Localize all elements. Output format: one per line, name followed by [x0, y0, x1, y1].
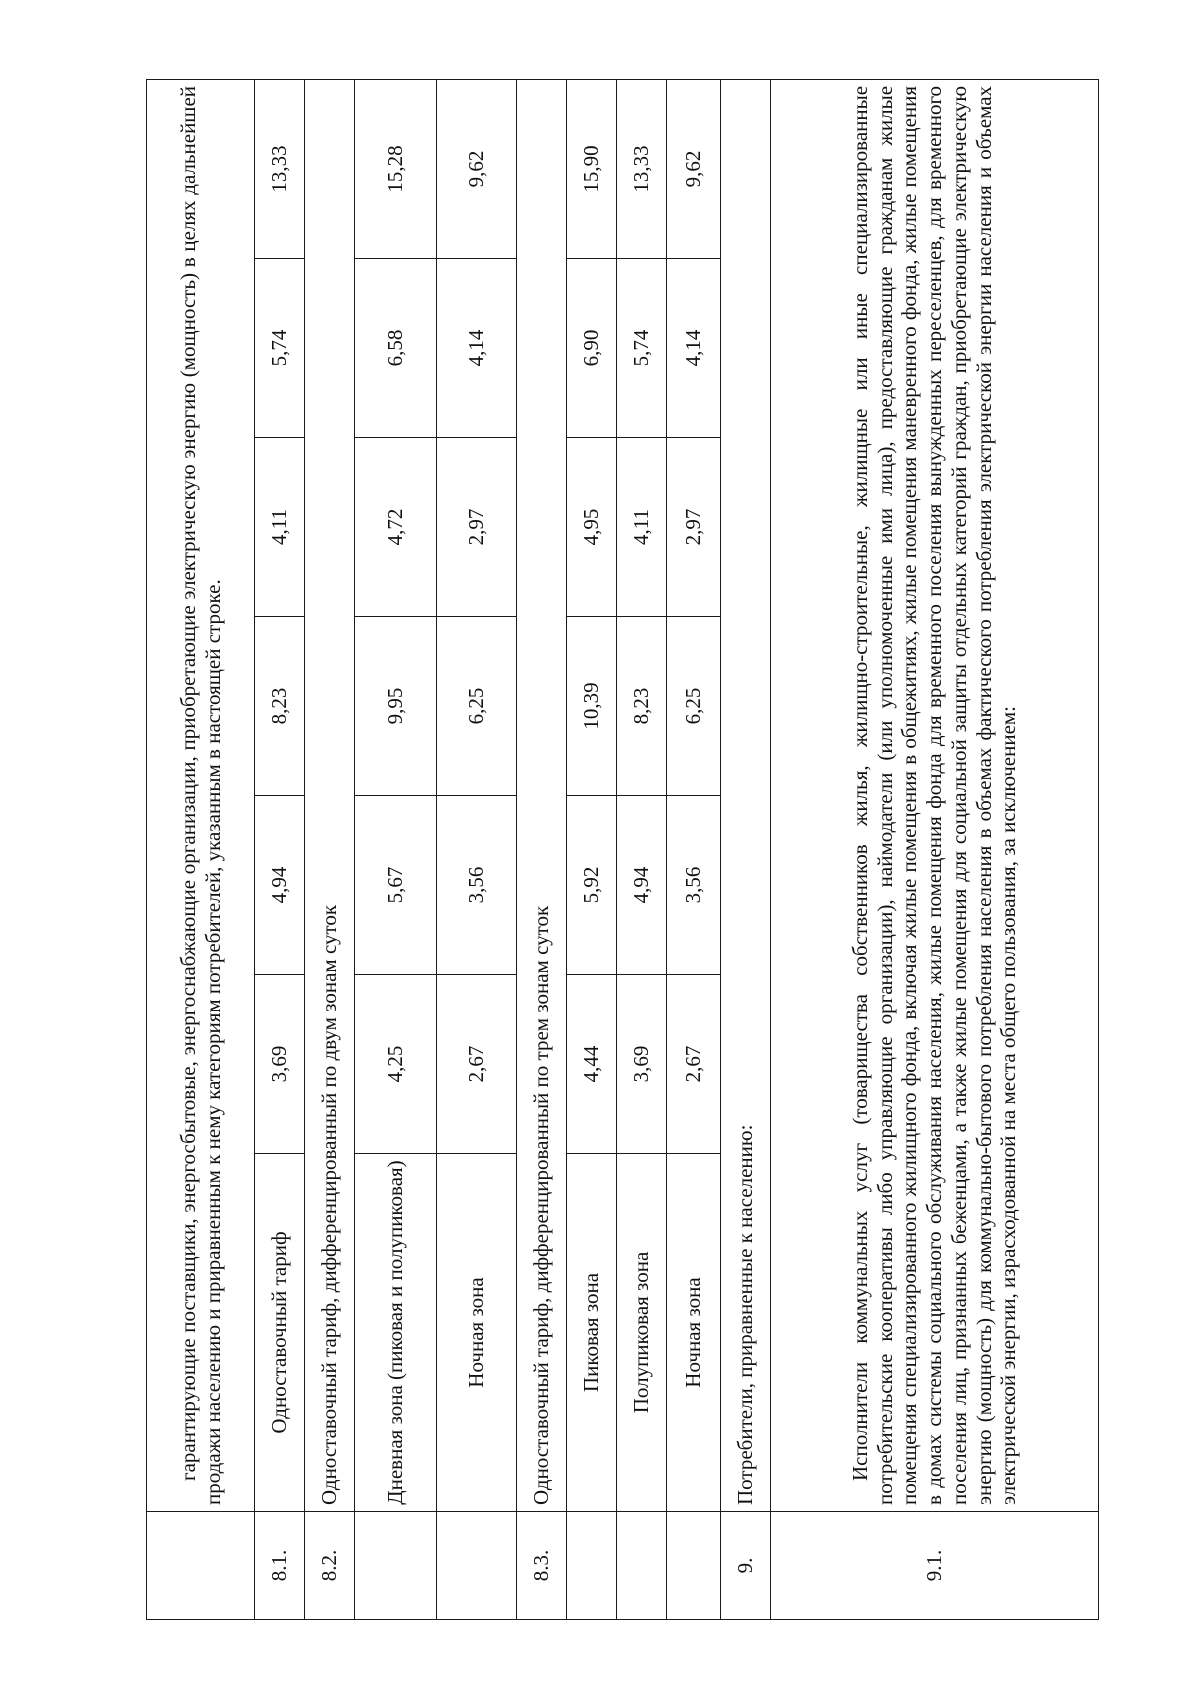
value-cell: 2,97 — [437, 438, 517, 617]
value-cell: 9,95 — [355, 617, 437, 796]
value-cell: 8,23 — [617, 617, 667, 796]
row-label: Одноставочный тариф — [255, 1154, 305, 1512]
value-cell: 6,25 — [437, 617, 517, 796]
section-heading: Потребители, приравненные к населению: — [721, 79, 771, 1511]
value-cell: 4,95 — [567, 438, 617, 617]
section-paragraph-text: Исполнители коммунальных услуг (товарищества собственников жилья, жилищно-строительные, жилищные или иные специализированные потребительские кооперативы либо управляющие организации), наймодатели (или уполномоченные ими лица), предоставляющие гражданам жилые помещения специализированного жилищного фонда, включая жилые помещения в общежитиях, жилые помещения маневренного фонда, жилые помещения в домах системы социального обслуживания населения, жилые помещения фонда для временного поселения вынужденных переселенцев, для временного поселения лиц, признанных беженцами, а также жилые помещения для социальной защиты отдельных категорий граждан, приобретающие электрическую энергию (мощность) для коммунально-бытового потребления населения в объемах фактического потребления электрической энергии населения и объемах электрической энергии, израсходованной на места общего пользования, за исключением: — [847, 85, 1021, 1505]
value-cell: 4,14 — [667, 259, 721, 438]
value-cell: 4,25 — [355, 975, 437, 1154]
row-code: 8.2. — [305, 1512, 355, 1620]
intro-text — [147, 79, 255, 1511]
value-cell: 3,56 — [667, 796, 721, 975]
row-code — [617, 1512, 667, 1620]
rotated-page-content — [146, 80, 1098, 1620]
intro-row — [147, 79, 255, 1619]
value-cell: 6,58 — [355, 259, 437, 438]
value-cell: 2,67 — [437, 975, 517, 1154]
value-cell: 4,11 — [255, 438, 305, 617]
tariff-table — [146, 79, 1099, 1620]
value-cell: 4,14 — [437, 259, 517, 438]
value-cell: 4,94 — [617, 796, 667, 975]
value-cell: 13,33 — [617, 79, 667, 258]
section-paragraph — [771, 79, 1099, 1511]
value-cell: 5,74 — [255, 259, 305, 438]
table-row — [567, 79, 617, 1619]
value-cell: 2,67 — [667, 975, 721, 1154]
intro-code-cell — [147, 1512, 255, 1620]
row-label: Дневная зона (пиковая и полупиковая) — [355, 1154, 437, 1512]
section-heading-row — [721, 79, 771, 1619]
value-cell: 15,90 — [567, 79, 617, 258]
row-code: 8.1. — [255, 1512, 305, 1620]
value-cell: 3,56 — [437, 796, 517, 975]
row-code: 8.3. — [517, 1512, 567, 1620]
row-code — [355, 1512, 437, 1620]
value-cell: 4,44 — [567, 975, 617, 1154]
table-row — [355, 79, 437, 1619]
row-code: 9.1. — [771, 1512, 1099, 1620]
value-cell: 6,90 — [567, 259, 617, 438]
value-cell: 9,62 — [667, 79, 721, 258]
value-cell: 2,97 — [667, 438, 721, 617]
table-row — [667, 79, 721, 1619]
row-label: Ночная зона — [437, 1154, 517, 1512]
row-label: Полупиковая зона — [617, 1154, 667, 1512]
value-cell: 9,62 — [437, 79, 517, 258]
paragraph-row — [771, 79, 1099, 1619]
value-cell: 10,39 — [567, 617, 617, 796]
value-cell: 4,72 — [355, 438, 437, 617]
value-cell: 15,28 — [355, 79, 437, 258]
value-cell: 4,11 — [617, 438, 667, 617]
row-code — [667, 1512, 721, 1620]
value-cell: 3,69 — [255, 975, 305, 1154]
intro-paragraph: гарантирующие поставщики, энергосбытовые, энергоснабжающие организации, приобретающие электрическую энергию (мощность) в целях дальнейшей продажи населению и приравненным к нему категориям потребителей, указанным в настоящей строке. — [175, 85, 225, 1505]
row-label: Ночная зона — [667, 1154, 721, 1512]
section-heading-row — [305, 79, 355, 1619]
value-cell: 6,25 — [667, 617, 721, 796]
row-label: Пиковая зона — [567, 1154, 617, 1512]
value-cell: 3,69 — [617, 975, 667, 1154]
section-heading: Одноставочный тариф, дифференцированный по двум зонам суток — [305, 79, 355, 1511]
value-cell: 5,74 — [617, 259, 667, 438]
section-heading: Одноставочный тариф, дифференцированный по трем зонам суток — [517, 79, 567, 1511]
value-cell: 13,33 — [255, 79, 305, 258]
value-cell: 4,94 — [255, 796, 305, 975]
row-code — [567, 1512, 617, 1620]
row-code — [437, 1512, 517, 1620]
table-row — [617, 79, 667, 1619]
value-cell: 5,67 — [355, 796, 437, 975]
table-row — [255, 79, 305, 1619]
row-code: 9. — [721, 1512, 771, 1620]
table-row — [437, 79, 517, 1619]
value-cell: 5,92 — [567, 796, 617, 975]
section-heading-row — [517, 79, 567, 1619]
value-cell: 8,23 — [255, 617, 305, 796]
